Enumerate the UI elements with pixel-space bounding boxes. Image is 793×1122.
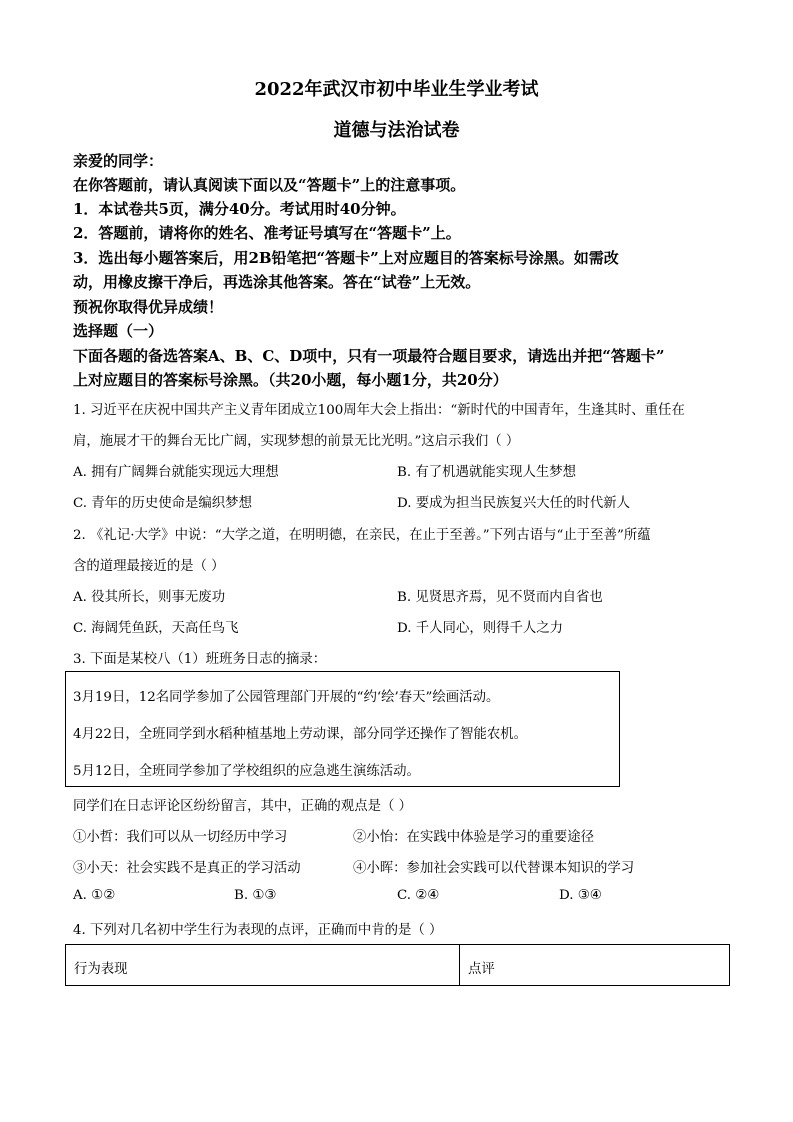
q3-view-2: ②小怡：在实践中体验是学习的重要途径 [353,830,595,845]
q2-stem-line-1: 2. 《礼记·大学》中说：“大学之道，在明明德，在亲民，在止于至善。”下列古语与“止于至善”所蕴 [73,528,651,543]
q3-stem: 3. 下面是某校八（1）班班务日志的摘录： [73,652,327,667]
instructions-intro: 在你答题前，请认真阅读下面以及“答题卡”上的注意事项。 [73,176,466,194]
q2-option-d: D. 千人同心，则得千人之力 [397,621,564,636]
exam-title: 2022年武汉市初中毕业生学业考试 [254,79,539,100]
q3-option-d: D. ③④ [559,888,602,903]
instruction-item-1: 1．本试卷共5页，满分40分。考试用时40分钟。 [73,200,406,218]
q3-option-c: C. ②④ [397,888,440,903]
q3-view-4: ④小晖：参加社会实践可以代替课本知识的学习 [353,861,635,876]
q1-option-c: C. 青年的历史使命是编织梦想 [73,496,252,511]
q2-option-b: B. 见贤思齐焉，见不贤而内自省也 [397,590,603,605]
section-desc-line-2: 上对应题目的答案标号涂黑。（共20小题，每小题1分，共20分） [73,371,508,389]
log-entry-3: 5月12日，全班同学参加了学校组织的应急逃生演练活动。 [73,764,420,779]
instruction-item-2: 2．答题前，请将你的姓名、准考证号填写在“答题卡”上。 [73,224,461,242]
q2-option-c: C. 海阔凭鱼跃，天高任鸟飞 [73,621,239,636]
exam-subtitle: 道德与法治试卷 [333,120,460,141]
q1-option-b: B. 有了机遇就能实现人生梦想 [397,465,577,480]
q3-view-3: ③小天：社会实践不是真正的学习活动 [73,861,301,876]
q3-option-b: B. ①③ [234,888,277,903]
table-header-comment: 点评 [468,962,495,977]
table-divider [459,945,460,985]
q4-stem: 4. 下列对几名初中学生行为表现的点评，正确而中肯的是（ ） [73,923,443,938]
class-log-box [65,671,620,787]
good-luck-wish: 预祝你取得优异成绩！ [73,298,224,316]
log-entry-1: 3月19日，12名同学参加了公园管理部门开展的“约‘绘’春天”绘画活动。 [73,690,500,705]
q3-question: 同学们在日志评论区纷纷留言，其中，正确的观点是（ ） [73,799,413,814]
q2-stem-line-2: 含的道理最接近的是（ ） [73,559,225,574]
q1-option-d: D. 要成为担当民族复兴大任的时代新人 [397,496,631,511]
section-desc-line-1: 下面各题的备选答案A、B、C、D项中，只有一项最符合题目要求，请选出并把“答题卡” [73,347,665,365]
q3-view-1: ①小哲：我们可以从一切经历中学习 [73,830,288,845]
q1-stem-line-2: 肩，施展才干的舞台无比广阔，实现梦想的前景无比光明。”这启示我们（ ） [73,434,520,449]
section-title: 选择题（一） [73,322,164,340]
q1-stem-line-1: 1. 习近平在庆祝中国共产主义青年团成立100周年大会上指出：“新时代的中国青年，生逢其时、重任在 [73,403,685,418]
instruction-item-3-line-2: 动，用橡皮擦干净后，再选涂其他答案。答在“试卷”上无效。 [73,273,481,291]
log-entry-2: 4月22日，全班同学到水稻种植基地上劳动课，部分同学还操作了智能农机。 [73,727,528,742]
table-header-behavior: 行为表现 [74,962,128,977]
q1-option-a: A. 拥有广阔舞台就能实现远大理想 [73,465,279,480]
q3-option-a: A. ①② [73,888,116,903]
q2-option-a: A. 役其所长，则事无废功 [73,590,226,605]
q4-table [65,944,730,986]
instruction-item-3-line-1: 3．选出每小题答案后，用2B铅笔把“答题卡”上对应题目的答案标号涂黑。如需改 [73,249,619,267]
greeting: 亲爱的同学： [73,152,164,170]
